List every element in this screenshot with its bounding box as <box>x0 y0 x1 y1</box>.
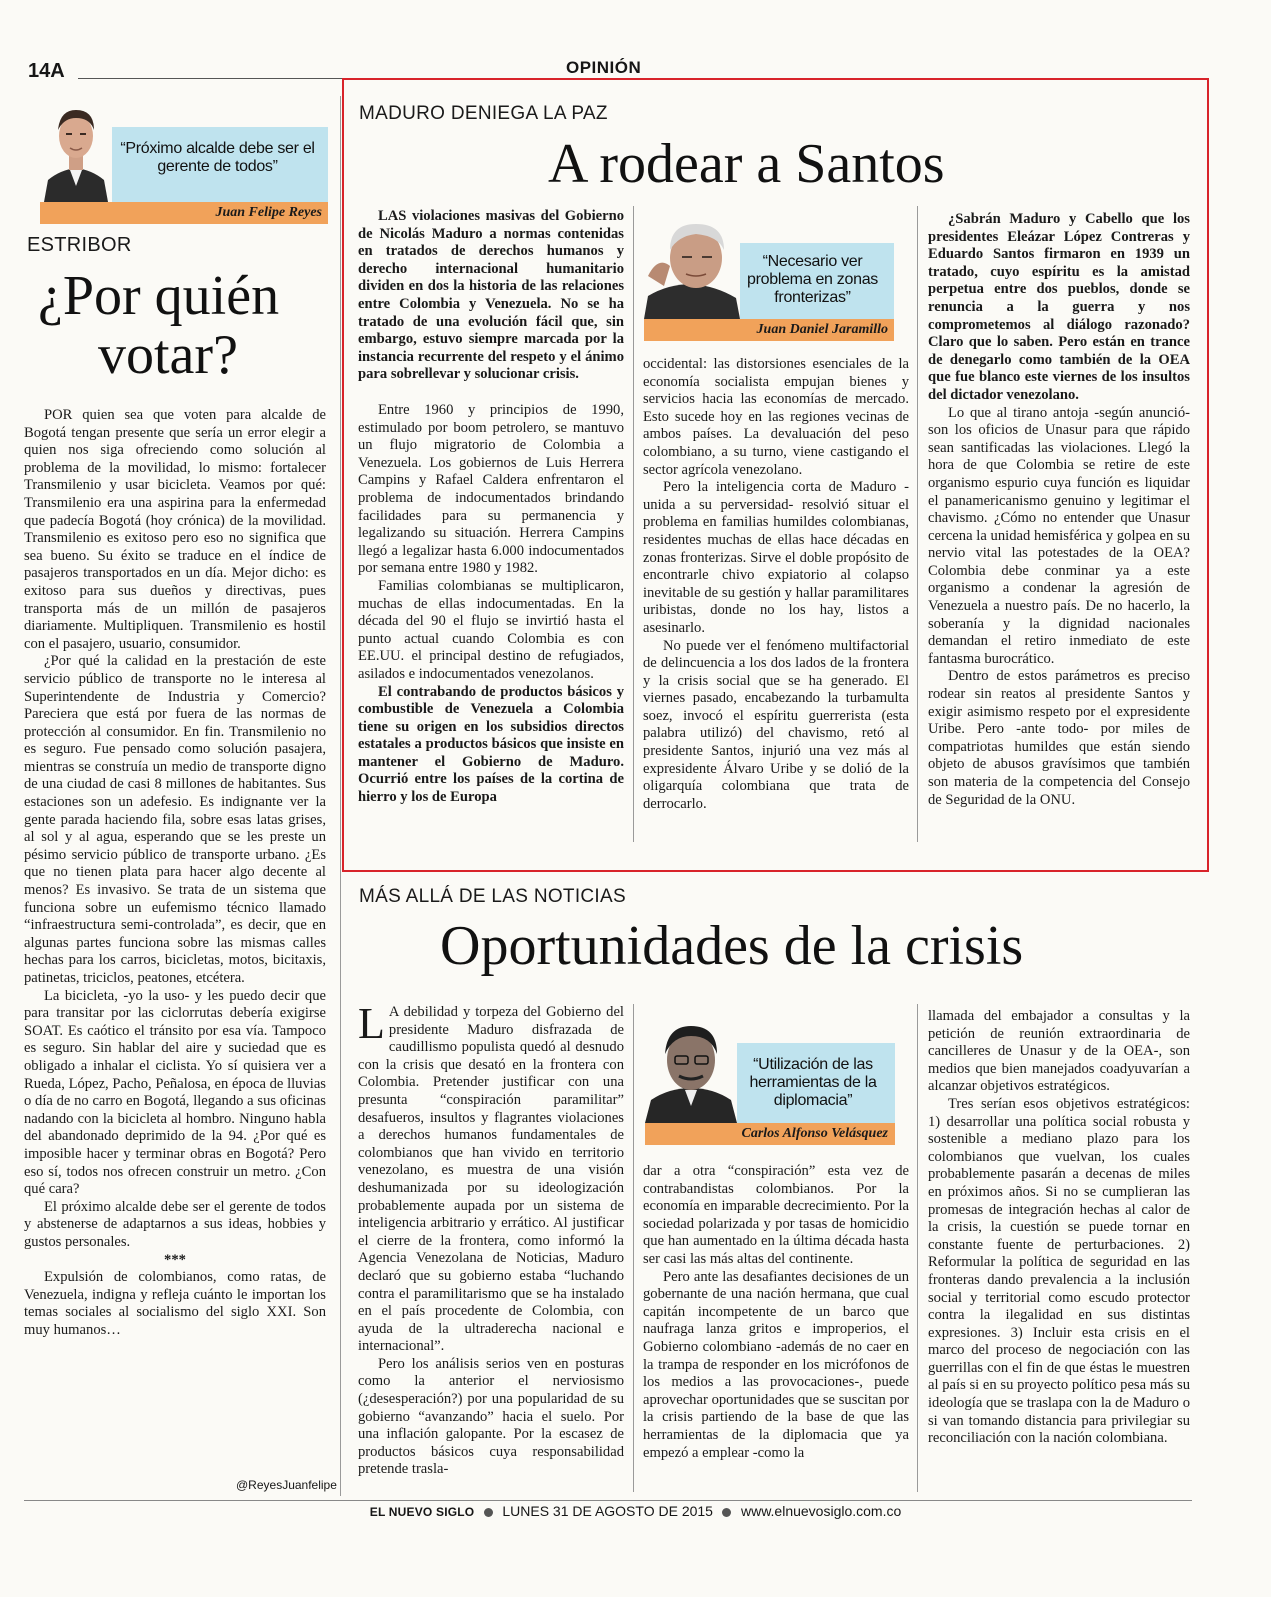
footer-date: LUNES 31 DE AGOSTO DE 2015 <box>502 1503 713 1519</box>
footer <box>0 1503 1271 1521</box>
article1-paragraph: Entre 1960 y principios de 1990, estimulado por boom petrolero, se mantuvo un flujo migratorio de Colombia a Venezuela. Los gobiernos de Luis Herrera Campins y Rafael Caldera enfrentaron el problema de indocumentados brindando facilidades para su permanencia y legalizando su situación. Herrera Campins llegó a legalizar hasta 6.000 indocumentados por semana entre 1980 y 1982. <box>358 402 624 577</box>
article2-paragraph: Pero ante las desafiantes decisiones de un gobernante de una nación hermana, que cual capitán incompetente de un barco que naufraga lanza gritos e improperios, el Gobierno colombiano -además de no caer en la trampa de responder en los micrófonos de los medios a las provocaciones-, puede aprovechar oportunidades que se suscitan por la crisis partiendo de la base de que las herramientas de la diplomacia que ya empezó a emplear -como la <box>643 1268 909 1461</box>
article2-paragraph: Tres serían esos objetivos estratégicos: 1) desarrollar una política social robusta y sostenible a mediano plazo para los colombianos que vuelvan, los cuales probablemente pasarán a decenas de miles en próximos años. Si no se cumplieran las promesas de integración hechas al calor de la crisis, la cuestión se puede tornar en constante fuente de perturbaciones. 2) Reformular la política de seguridad en las fronteras dando prevalencia a la inclusión social y territorial como escudo protector contra la ilegalidad en sus distintas expresiones. 3) Incluir esta crisis en el marco del proceso de negociación con las guerrillas con el fin de que éstas le muestren al país si en su proyecto político pesa más su ideología que se traslapa con la de Maduro o si van tomando distancia para privilegiar su reconciliación con la nación colombiana. <box>928 1095 1190 1447</box>
footer-newspaper-name: EL NUEVO SIGLO <box>369 1505 475 1519</box>
article1-column-1 <box>358 208 624 384</box>
article2-first-paragraph <box>358 999 624 1356</box>
article1-kicker: MADURO DENIEGA LA PAZ <box>359 103 608 124</box>
author-photo-reyes <box>40 96 112 202</box>
article1-paragraph: LAS violaciones masivas del Gobierno de Nicolás Maduro a normas contenidas en tratados de derechos humanos y derecho internacional humanitario dividen en dos la historia de las relaciones entre Colombia y Venezuela. No se ha tratado de una evolución fácil que, sin embargo, estuvo siempre marcada por la instancia recurrente del respeto y el ánimo para sobrellevar y solucionar crisis. <box>358 208 624 383</box>
article1-author: Juan Daniel Jaramillo <box>756 322 888 337</box>
article1-quote: “Necesario ver problema en zonas fronterizas” <box>747 253 878 306</box>
article2-paragraph: dar a otra “conspiración” esta vez de contrabandistas colombianos. Por la economía en imparable decrecimiento. Por la sociedad polarizada y por tasas de homicidio que han aumentado en la última década hasta ser casi las más altas del continente. <box>643 1163 909 1267</box>
left-paragraph: ¿Por qué la calidad en la prestación de este servicio público de transporte no le interesa al Superintendente de Industria y Comercio? Pareciera que está por fuera de las normas de protección al consumidor. En fin. Transmilenio no es seguro. Fue pensado como solución pasajera, mientras se construía un medio de transporte digno de una ciudad de casi 8 millones de habitantes. Sus estaciones son un adefesio. Es indignante ver la gente parada haciendo fila, sobre esas latas grises, al sol y al agua, esperando que se les preste un pésimo servicio público de transporte urbano. ¿Es que no tienen plata para hacer algo decente al menos? Es invasivo. Se trata de un sistema que funciona sobre un eufemismo técnico llamado “infraestructura semi-controlada”, es decir, que en algunas partes funciona sobre las mismas calles hechas para los carros, bicicletas, motos, bicitaxis, patinetas, triciclos, peatones, etcétera. <box>24 653 326 986</box>
left-author: Juan Felipe Reyes <box>215 205 322 220</box>
author-photo-jaramillo <box>644 206 740 319</box>
article2-author: Carlos Alfonso Velásquez <box>741 1126 888 1141</box>
article1-paragraph: occidental: las distorsiones esenciales de la economía socialista empujan bienes y servicios hacia las economías de mercado. Esto sucede hoy en las regiones vecinas de ambos países. La devaluación del peso colombiano, a su turno, viene castigando el sector agrícola venezolano. <box>643 356 909 478</box>
footer-rule <box>24 1500 1192 1501</box>
footer-website: www.elnuevosiglo.com.co <box>740 1503 902 1519</box>
twitter-handle: @ReyesJuanfelipe <box>236 1478 337 1492</box>
article1-paragraph: ¿Sabrán Maduro y Cabello que los presidentes Eleázar López Contreras y Eduardo Santos firmaron en 1939 un tratado, cuyo espíritu es la amistad perpetua entre dos pueblos, donde se renuncia a la guerra y nos comprometemos al diálogo razonado? Claro que lo saben. Pero están en trance de denegarlo como también de la OEA que fue blanco este viernes de los insultos del dictador venezolano. <box>928 211 1190 403</box>
article1-paragraph: No puede ver el fenómeno multifactorial de delincuencia a los dos lados de la frontera y la crisis social que se ha generado. El viernes pasado, encabezando la turbamulta soez, invocó el espíritu guerrerista (esta palabra utilizó) del chavismo, retó al presidente Santos, injurió una vez más al expresidente Álvaro Uribe y se dolió de la oligarquía colombiana que trata de derrocarlo. <box>643 637 909 812</box>
article2-kicker: MÁS ALLÁ DE LAS NOTICIAS <box>359 886 626 907</box>
article2-column-3 <box>928 1008 1190 1448</box>
article2-column-1 <box>358 999 624 1479</box>
article2-paragraph: Pero los análisis serios ven en posturas como la anterior el nerviosismo (¿desesperación?) por una popularidad de su gobierno “avanzando” hacia el suelo. Por una inflación galopante. Por la escasez de productos básicos cuya responsabilidad pretende trasla- <box>358 1355 624 1478</box>
article1-paragraph: Lo que al tirano antoja -según anunció- son los oficios de Unasur para que rápido sean santificadas las violaciones. Llegó la hora de que Colombia se retire de este organismo espurio cuya función es liquidar el panamericanismo genuino y legitimar el chavismo. ¿Cómo no entender que Unasur cercena la unidad hemisférica y golpea en su nervio vital las potestades de la OEA? Colombia debe conminar ya a este organismo a condenar la agresión de Venezuela a nuestro país. De no hacerlo, la soberanía y la dignidad nacionales demandan el retiro inmediato de este fantasma burocrático. <box>928 404 1190 667</box>
article1-divider-2 <box>917 206 918 842</box>
section-title: OPINIÓN <box>566 58 642 77</box>
article1-column-3 <box>928 211 1190 809</box>
left-separator: *** <box>164 1251 186 1268</box>
footer-bullet-icon <box>484 1508 493 1517</box>
left-article-body <box>24 407 326 1339</box>
article1-paragraph: El contrabando de productos básicos y combustible de Venezuela a Colombia tiene su origen en los subsidios directos estatales a productos básicos que insiste en mantener el Gobierno de Maduro. Ocurrió entre los países de la cortina de hierro y los de Europa <box>358 683 624 806</box>
article1-paragraph: Dentro de estos parámetros es preciso rodear sin reatos al presidente Santos y exigir asimismo respeto por el expresidente Uribe. Pero -ante todo- por miles de compatriotas humildes que están siendo objeto de abusos gravísimos que también son materia de la competencia del Consejo de Seguridad de la ONU. <box>928 668 1190 808</box>
author-photo-velasquez <box>645 1008 737 1123</box>
left-headline-line1: ¿Por quién <box>38 265 280 327</box>
article1-column-1-rest <box>358 402 624 807</box>
left-kicker: ESTRIBOR <box>27 234 132 256</box>
left-paragraph: La bicicleta, -yo la uso- y les puedo decir que para transitar por las ciclorrutas debería exigirse SOAT. Es caótico el tránsito por esa vía. Tampoco es seguro. Sin hablar del aire y suciedad que es obligado a inhalar el ciclista. Yo sí quisiera ver a Rueda, López, Pacho, Peñalosa, en época de lluvias o día de no carro en Bogotá, llegando a sus oficinas nadando con la bicicleta al hombro. Ninguno habla del abandonado deprimido de la 94. ¿Por qué es imposible hacer y terminar obras en Bogotá? Pero eso sí, todos nos ofrecen construir un metro. ¿Con qué cara? <box>24 987 326 1198</box>
article2-quote: “Utilización de las herramientas de la diplomacia” <box>749 1056 877 1109</box>
left-paragraph: El próximo alcalde debe ser el gerente de todos y abstenerse de adaptarnos a sus ideas, hobbies y gustos personales. <box>24 1198 326 1250</box>
article2-first-text: A debilidad y torpeza del Gobierno del presidente Maduro disfrazada de caudillismo populista quedó al desnudo con la crisis que desató en la frontera con Colombia. Pretender justificar con una presunta “conspiración paramilitar” desafueros, insultos y flagrantes violaciones a derechos humanos fundamentales de colombianos que han vivido en territorio venezolano, es muestra de una visión deshumanizada por su ideologización probablemente aupada por un sistema de inteligencia arbitrario y errático. Al justificar el cierre de la frontera, como informó la Agencia Venezolana de Noticias, Maduro declaró que su gobierno estaba “luchando contra el paramilitarismo que se ha instalado en el país procedente de Colombia, con ayuda de la ultraderecha nacional e internacional”. <box>358 1004 624 1355</box>
footer-bullet-icon <box>722 1508 731 1517</box>
left-column-divider <box>340 96 341 1496</box>
left-paragraph: POR quien sea que voten para alcalde de Bogotá tengan presente que sería un error elegir a quien nos siga ofreciendo como solución al problema de la movilidad, lo mismo: fortalecer Transmilenio y usar bicicleta. Veamos por qué: Transmilenio era una aspirina para la enfermedad que padecía Bogotá (hoy crónica) de la movilidad. Transmilenio es exitoso pero eso no significa que sea bueno. Su éxito se traduce en el índice de pasajeros transportados en un día. Mejor dicho: es exitoso para sus dueños y directivas, pues transporta más de un millón de pasajeros diariamente. Multipliquen. Transmilenio es hostil con el pasajero, usuario, consumidor. <box>24 407 326 652</box>
article2-dropcap: L <box>358 999 385 1048</box>
article1-paragraph: Familias colombianas se multiplicaron, muchas de ellas indocumentadas. En la década del 90 el flujo se invirtió hasta el punto actual cuando Colombia es con EE.UU. el principal destino de refugiados, asilados e indocumentados venezolanos. <box>358 577 624 682</box>
article2-column-2 <box>643 1163 909 1462</box>
article2-divider-2 <box>917 1004 918 1492</box>
article2-headline: Oportunidades de la crisis <box>440 915 1024 977</box>
left-final-paragraph: Expulsión de colombianos, como ratas, de Venezuela, indigna y refleja cuánto le importan los temas sociales al socialismo del siglo XXI. Son muy humanos… <box>24 1269 326 1338</box>
article1-column-2 <box>643 356 909 813</box>
article2-paragraph: llamada del embajador a consultas y la petición de reunión extraordinaria de cancilleres de Unasur y de la OEA-, son medios que bien manejados coadyuvarían a alcanzar objetivos estratégicos. <box>928 1008 1190 1095</box>
article1-divider-1 <box>633 206 634 842</box>
page-number: 14A <box>28 60 65 82</box>
article1-headline: A rodear a Santos <box>548 133 945 195</box>
left-quote: “Próximo alcalde debe ser el gerente de todos” <box>120 140 315 175</box>
left-headline-line2: votar? <box>98 324 238 386</box>
article1-paragraph: Pero la inteligencia corta de Maduro -unida a su perversidad- resolvió situar el problema en familias humildes colombianas, residentes muchas de ellas hace décadas en zonas fronterizas. Sirve el doble propósito de encontrarle chivo expiatorio al colapso inevitable de su gestión y hallar paramilitares uribistas, donde no los hay, listos a asesinarlo. <box>643 479 909 636</box>
article2-divider-1 <box>633 1004 634 1492</box>
